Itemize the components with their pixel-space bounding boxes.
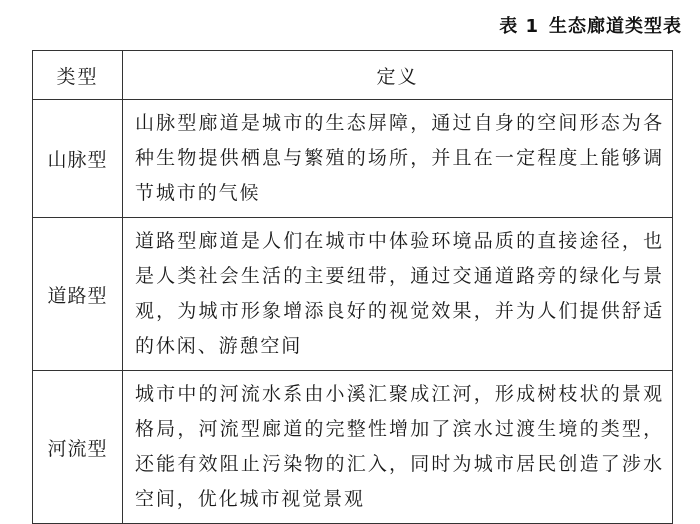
- definition-cell: 道路型廊道是人们在城市中体验环境品质的直接途径，也是人类社会生活的主要纽带，通过交通道路旁的绿化与景观，为城市形象增添良好的视觉效果，并为人们提供舒适的休闲、游憩空间: [123, 218, 673, 371]
- header-type: 类型: [33, 51, 123, 100]
- type-cell: 山脉型: [33, 100, 123, 218]
- table-row: [33, 218, 673, 371]
- type-cell: 河流型: [33, 371, 123, 524]
- table-row: [33, 100, 673, 218]
- header-definition: 定义: [123, 51, 673, 100]
- table-number: 表 1: [499, 16, 539, 37]
- definition-cell: 山脉型廊道是城市的生态屏障，通过自身的空间形态为各种生物提供栖息与繁殖的场所，并且在一定程度上能够调节城市的气候: [123, 100, 673, 218]
- table-title: 生态廊道类型表: [549, 16, 682, 37]
- table-header-row: [33, 51, 673, 100]
- table-row: [33, 371, 673, 524]
- type-cell: 道路型: [33, 218, 123, 371]
- table-caption: [499, 12, 682, 38]
- corridor-type-table: [32, 50, 673, 524]
- definition-cell: 城市中的河流水系由小溪汇聚成江河，形成树枝状的景观格局，河流型廊道的完整性增加了滨水过渡生境的类型，还能有效阻止污染物的汇入，同时为城市居民创造了涉水空间，优化城市视觉景观: [123, 371, 673, 524]
